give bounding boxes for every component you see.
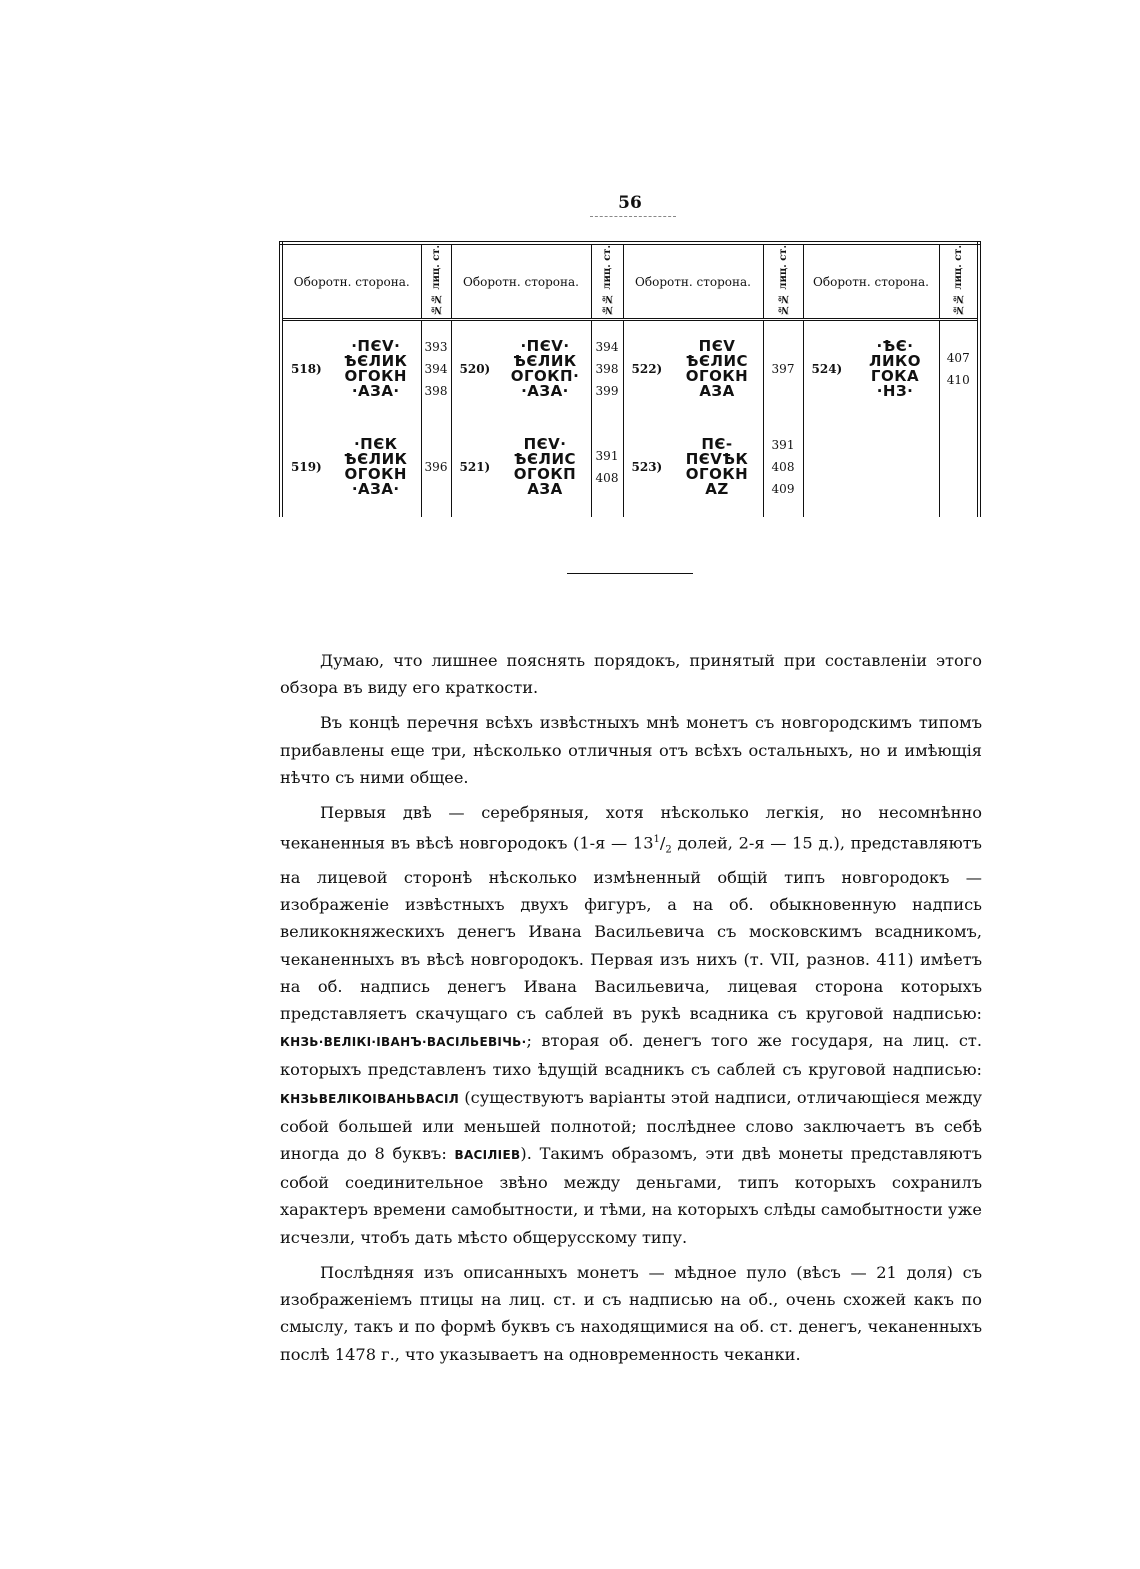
fraction-denominator: 2	[665, 844, 672, 856]
obverse-ref: 393	[424, 339, 448, 354]
coin-legend-line: АЗА	[699, 381, 735, 400]
coin-legend	[331, 434, 421, 498]
text-run: ). Такимъ образомъ, эти двѣ монеты представляютъ собой соединительное звѣно между деньгами, типъ которыхъ сохранилъ характеръ времени самобытности, и тѣми, на которыхъ слѣды самобытности уже исчезли, чтобъ дать мѣсто общерусскому типу.	[280, 1144, 982, 1247]
table-header-row	[281, 243, 979, 320]
coin-legend-line: ЛИКО	[868, 351, 922, 370]
coin-legend-line: ·АЗА·	[521, 381, 569, 400]
column-header-refs	[591, 243, 623, 320]
obverse-ref: 399	[595, 383, 619, 398]
obverse-refs-cell	[763, 320, 803, 417]
coin-cell	[451, 320, 591, 417]
obverse-ref: 409	[771, 481, 795, 496]
obverse-ref: 394	[424, 361, 448, 376]
coin-legend-line: ·ѢЄ·	[876, 336, 914, 355]
coin-cell	[803, 320, 939, 417]
coin-number: 518)	[291, 361, 322, 376]
column-header-refs-label: №№ лиц. ст.	[777, 245, 789, 316]
body-text	[280, 647, 982, 1376]
coin-legend-line: ГОКА	[870, 366, 920, 385]
coin-legend	[500, 336, 591, 400]
coin-legend-line: ·ПЄК	[353, 434, 398, 453]
table-row	[281, 417, 979, 517]
coin-legend-line: ѢЄЛИК	[513, 351, 577, 370]
column-header-reverse: Оборотн. сторона.	[803, 243, 939, 320]
column-header-reverse: Оборотн. сторона.	[451, 243, 591, 320]
coin-inscription-table	[279, 241, 981, 517]
column-header-refs-label: №№ лиц. ст.	[952, 245, 964, 316]
coin-legend	[672, 336, 763, 400]
coin-legend-line: АZ	[705, 479, 729, 498]
obverse-ref: 398	[595, 361, 619, 376]
obverse-ref: 396	[424, 459, 448, 474]
column-header-refs-label: №№ лиц. ст.	[430, 245, 442, 316]
coin-legend-line: ѢЄЛИС	[513, 449, 577, 468]
coin-cell	[803, 417, 939, 517]
coin-number: 519)	[291, 459, 322, 474]
coin-legend	[672, 434, 763, 498]
coin-legend-line: ПЄV·	[523, 434, 567, 453]
obverse-ref: 397	[771, 361, 795, 376]
coin-legend-line: ОГОКН	[344, 366, 407, 385]
coin-legend-line: ·ПЄV·	[351, 336, 401, 355]
coin-legend-line: ОГОКН	[344, 464, 407, 483]
coin-legend	[852, 336, 939, 400]
coin-legend-line: ѢЄЛИС	[685, 351, 749, 370]
coin-legend-line: АЗА	[527, 479, 563, 498]
obverse-ref: 408	[595, 470, 619, 485]
section-divider	[567, 573, 693, 574]
column-header-refs	[763, 243, 803, 320]
coin-number: 520)	[459, 361, 491, 376]
coin-legend	[331, 336, 421, 400]
obverse-ref: 391	[595, 448, 619, 463]
obverse-ref: 398	[424, 383, 448, 398]
column-header-refs	[939, 243, 979, 320]
coin-legend-line: ·ПЄV·	[520, 336, 570, 355]
coin-number: 524)	[811, 361, 843, 376]
obverse-refs-cell	[939, 320, 979, 417]
fraction-numerator: 1	[653, 834, 660, 846]
obverse-refs-cell	[421, 320, 451, 417]
paragraph: Въ концѣ перечня всѣхъ извѣстныхъ мнѣ монетъ съ новгородскимъ типомъ прибавлены еще три, нѣсколько отличныя отъ всѣхъ остальныхъ, но и имѣющія нѣчто съ ними общее.	[280, 713, 982, 787]
coin-legend-line: ·АЗА·	[351, 381, 400, 400]
obverse-refs-cell	[763, 417, 803, 517]
page-number-underline	[590, 216, 676, 217]
obverse-ref: 410	[946, 372, 970, 387]
obverse-ref: 391	[771, 437, 795, 452]
coin-legend-line: ПЄ-	[701, 434, 733, 453]
coin-cell	[623, 320, 763, 417]
obverse-refs-cell	[591, 320, 623, 417]
old-slavonic-inscription: ВАСІЛІЕВ	[454, 1148, 521, 1163]
coin-number: 523)	[631, 459, 663, 474]
coin-cell	[281, 320, 421, 417]
coin-legend-line: ОГОКН	[685, 464, 749, 483]
old-slavonic-inscription: КНЗЬВЕЛІКОІВАНЬВАСІЛ	[280, 1091, 460, 1106]
paragraph: Первыя двѣ — серебряныя, хотя нѣсколько легкія, но несомнѣнно чеканенныя въ вѣсѣ новгородокъ (1-я — $13^1/_2$ долей, 2-я — 15 д.), представляютъ на лицевой сторонѣ нѣсколько измѣненный общій типъ новгородокъ — изображеніе извѣстныхъ двухъ фигуръ, а на об. обыкновенную надпись великокняжескихъ денегъ Ивана Васильевича съ московскимъ всадникомъ, чеканенныхъ въ вѣсѣ новгородокъ. Первая изъ нихъ (т. VII, разнов. 411) имѣетъ на об. надпись денегъ Ивана Васильевича, лицевая сторона которыхъ представляетъ скачущаго съ саблей въ рукѣ всадника съ круговой надписью: КНЗЬ·ВЕЛІКІ·ІВАНЪ·ВАСІЛЬЕВІЧЬ·; вторая об. денегъ того же государя, на лиц. ст. которыхъ представленъ тихо ѣдущій всадникъ съ саблей съ круговой надписью: КНЗЬВЕЛІКОІВАНЬВАСІЛ (существуютъ варіанты этой надписи, отличающіеся между собой большей или меньшей полнотой; послѣднее слово заключаетъ въ себѣ иногда до 8 буквъ: ВАСІЛІЕВ). Такимъ образомъ, эти двѣ монеты представляютъ собой соединительное звѣно между деньгами, типъ которыхъ сохранилъ характеръ времени самобытности, и тѣми, на которыхъ слѣды самобытности уже исчезли, чтобъ дать мѣсто общерусскому типу.	[280, 803, 982, 1247]
coin-legend-line: ѢЄЛИК	[344, 351, 408, 370]
column-header-refs	[421, 243, 451, 320]
coin-cell	[451, 417, 591, 517]
coin-number: 522)	[631, 361, 663, 376]
paragraph: Послѣдняя изъ описанныхъ монетъ — мѣдное пуло (вѣсъ — 21 доля) съ изображеніемъ птицы на лиц. ст. и съ надписью на об., очень схожей какъ по смыслу, такъ и по формѣ буквъ съ находящимися на об. ст. денегъ, чеканенныхъ послѣ 1478 г., что указываетъ на одновременность чеканки.	[280, 1262, 982, 1364]
coin-legend	[500, 434, 591, 498]
coin-legend-line: ·АЗА·	[351, 479, 400, 498]
text-run: долей, 2-я — 15 д.), представляютъ на лицевой сторонѣ нѣсколько измѣненный общій типъ новгородокъ — изображеніе извѣстныхъ двухъ фигуръ, а на об. обыкновенную надпись великокняжескихъ денегъ Ивана Васильевича съ московскимъ всадникомъ, чеканенныхъ въ вѣсѣ новгородокъ. Первая изъ нихъ (т. VII, разнов. 411) имѣетъ на об. надпись денегъ Ивана Васильевича, лицевая сторона которыхъ представляетъ скачущаго съ саблей въ рукѣ всадника съ круговой надписью:	[280, 833, 982, 1024]
text-run: ; вторая об. денегъ того же государя, на лиц. ст. которыхъ представленъ тихо ѣдущій всадникъ съ саблей съ круговой надписью:	[280, 1031, 982, 1080]
coin-cell	[281, 417, 421, 517]
obverse-refs-cell	[939, 417, 979, 517]
coin-legend-line: ПЄV	[698, 336, 736, 355]
obverse-refs-cell	[591, 417, 623, 517]
coin-number: 521)	[459, 459, 491, 474]
coin-legend-line: ОГОКП·	[510, 366, 580, 385]
page-number: 56	[618, 193, 642, 213]
column-header-refs-label: №№ лиц. ст.	[601, 245, 613, 316]
coin-legend-line: ·НЗ·	[876, 381, 914, 400]
obverse-refs-cell	[421, 417, 451, 517]
coin-cell	[623, 417, 763, 517]
obverse-ref: 408	[771, 459, 795, 474]
text-run: Первыя двѣ — серебряныя, хотя нѣсколько легкія, но несомнѣнно чеканенныя въ вѣсѣ новгородокъ (1-я — 13	[280, 803, 982, 853]
obverse-ref: 394	[595, 339, 619, 354]
table-row	[281, 320, 979, 417]
obverse-ref: 407	[946, 350, 970, 365]
coin-legend-line: ОГОКП	[513, 464, 577, 483]
column-header-reverse: Оборотн. сторона.	[281, 243, 421, 320]
coin-legend-line: ѢЄЛИК	[344, 449, 408, 468]
column-header-reverse: Оборотн. сторона.	[623, 243, 763, 320]
paragraph: Думаю, что лишнее пояснять порядокъ, принятый при составленіи этого обзора въ виду его краткости.	[280, 651, 982, 698]
old-slavonic-inscription: КНЗЬ·ВЕЛІКІ·ІВАНЪ·ВАСІЛЬЕВІЧЬ·	[280, 1035, 527, 1050]
text-run: (существуютъ варіанты этой надписи, отличающіеся между собой большей или меньшей полнотой; послѣднее слово заключаетъ въ себѣ иногда до 8 буквъ:	[280, 1087, 982, 1164]
coin-legend-line: ОГОКН	[685, 366, 749, 385]
coin-legend-line: ПЄVѢК	[685, 449, 749, 468]
